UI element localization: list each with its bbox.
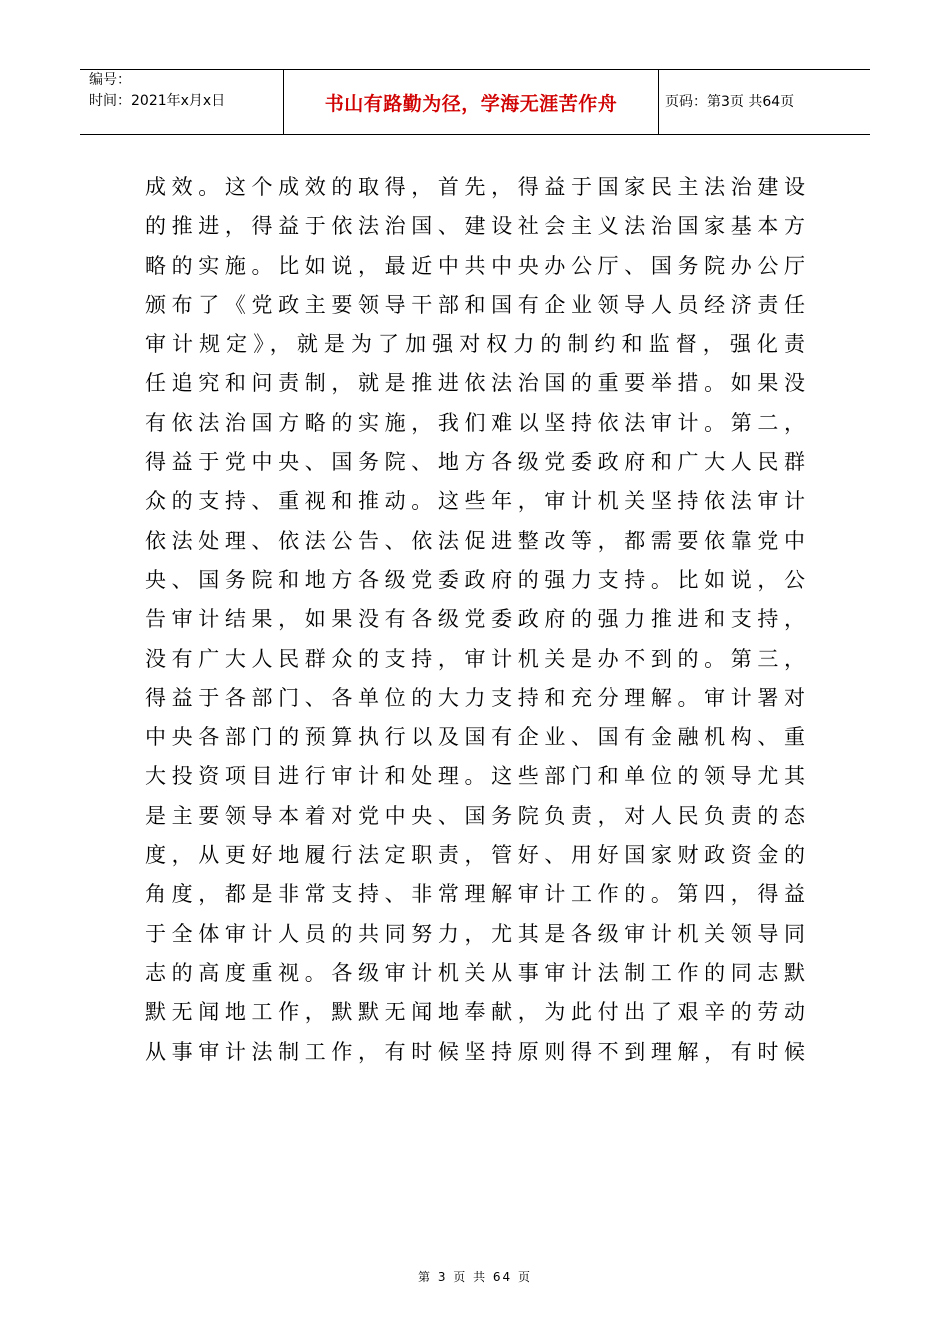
body-line: 大投资项目进行审计和处理。这些部门和单位的领导尤其	[145, 764, 805, 789]
body-line: 央、国务院和地方各级党委政府的强力支持。比如说，公	[145, 567, 805, 592]
header-meta-cell	[80, 70, 283, 134]
body-line: 于全体审计人员的共同努力，尤其是各级审计机关领导同	[145, 921, 805, 946]
body-line: 告审计结果，如果没有各级党委政府的强力推进和支持，	[145, 607, 805, 632]
header-page-info: 页码：第3页 共64页	[665, 94, 795, 110]
header-page-cell	[659, 70, 870, 134]
body-line: 成效。这个成效的取得，首先，得益于国家民主法治建设	[145, 175, 805, 199]
body-line: 颁布了《党政主要领导干部和国有企业领导人员经济责任	[145, 292, 805, 317]
document-time-label: 时间：2021年x月x日	[89, 93, 226, 109]
body-line: 任追究和问责制，就是推进依法治国的重要举措。如果没	[145, 371, 805, 396]
body-line: 中央各部门的预算执行以及国有企业、国有金融机构、重	[145, 725, 805, 750]
body-line: 审计规定》，就是为了加强对权力的制约和监督，强化责	[145, 332, 805, 357]
body-line: 志的高度重视。各级审计机关从事审计法制工作的同志默	[145, 960, 805, 985]
body-line: 默无闻地工作，默默无闻地奉献，为此付出了艰辛的劳动	[145, 1000, 805, 1025]
body-line: 得益于党中央、国务院、地方各级党委政府和广大人民群	[145, 450, 805, 475]
body-line: 的推进，得益于依法治国、建设社会主义法治国家基本方	[145, 214, 805, 239]
document-header	[80, 69, 870, 135]
body-line: 从事审计法制工作，有时候坚持原则得不到理解，有时候	[145, 1039, 805, 1064]
body-line: 角度，都是非常支持、非常理解审计工作的。第四，得益	[145, 882, 805, 907]
body-line: 有依法治国方略的实施，我们难以坚持依法审计。第二，	[145, 410, 805, 435]
body-line: 度，从更好地履行法定职责，管好、用好国家财政资金的	[145, 843, 805, 868]
body-line: 得益于各部门、各单位的大力支持和充分理解。审计署对	[145, 685, 805, 710]
body-line: 依法处理、依法公告、依法促进整改等，都需要依靠党中	[145, 528, 805, 553]
body-line: 是主要领导本着对党中央、国务院负责，对人民负责的态	[145, 803, 805, 828]
page-footer: 第 3 页 共 64 页	[418, 1270, 532, 1284]
body-line: 众的支持、重视和推动。这些年，审计机关坚持依法审计	[145, 489, 805, 514]
header-motto: 书山有路勤为径，学海无涯苦作舟	[324, 92, 618, 115]
body-line: 略的实施。比如说，最近中共中央办公厅、国务院办公厅	[145, 253, 805, 278]
document-body	[145, 168, 825, 1072]
header-motto-cell	[283, 70, 659, 134]
body-line: 没有广大人民群众的支持，审计机关是办不到的。第三，	[145, 646, 805, 671]
document-number-label: 编号：	[89, 72, 131, 88]
